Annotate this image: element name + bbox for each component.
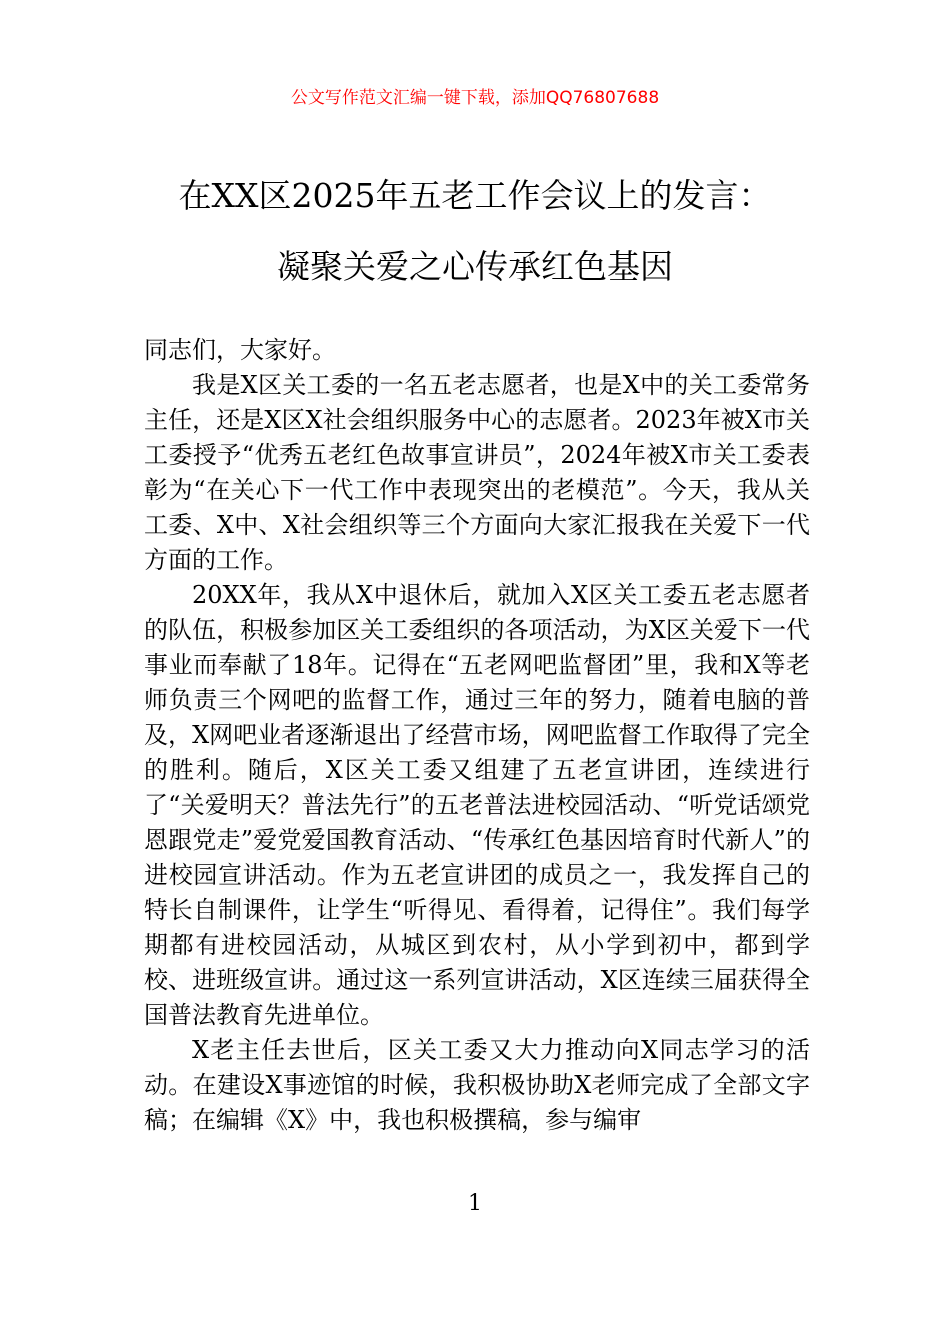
document-title-line-1: 在XX区2025年五老工作会议上的发言： (178, 176, 772, 215)
body-paragraph: X老主任去世后，区关工委又大力推动向X同志学习的活动。在建设X事迹馆的时候，我积极协助X老师完成了全部文字稿；在编辑《X》中，我也积极撰稿，参与编审 (144, 1036, 810, 1134)
body-paragraph: 20XX年，我从X中退休后，就加入X区关工委五老志愿者的队伍，积极参加区关工委组织的各项活动，为X区关爱下一代事业而奉献了18年。记得在“五老网吧监督团”里，我和X等老师负责三个网吧的监督工作，通过三年的努力，随着电脑的普及，X网吧业者逐渐退出了经营市场，网吧监督工作取得了完全的胜利。随后，X区关工委又组建了五老宣讲团，连续进行了“关爱明天？普法先行”的五老普法进校园活动、“听党话颂党恩跟党走”爱党爱国教育活动、“传承红色基因培育时代新人”的进校园宣讲活动。作为五老宣讲团的成员之一，我发挥自己的特长自制课件，让学生“听得见、看得着，记得住”。我们每学期都有进校园活动，从城区到农村，从小学到初中，都到学校、进班级宣讲。通过这一系列宣讲活动，X区连续三届获得全国普法教育先进单位。 (144, 581, 810, 1029)
download-notice: 公文写作范文汇编一键下载，添加QQ76807688 (290, 88, 660, 108)
document-body (144, 333, 810, 1138)
document-title-line-2: 凝聚关爱之心传承红色基因 (277, 247, 673, 286)
page-number: 1 (468, 1191, 482, 1216)
body-paragraph: 我是X区关工委的一名五老志愿者，也是X中的关工委常务主任，还是X区X社会组织服务中心的志愿者。2023年被X市关工委授予“优秀五老红色故事宣讲员”，2024年被X市关工委表彰为“在关心下一代工作中表现突出的老模范”。今天，我从关工委、X中、X社会组织等三个方面向大家汇报我在关爱下一代方面的工作。 (144, 371, 810, 574)
salutation-paragraph: 同志们，大家好。 (144, 336, 336, 364)
